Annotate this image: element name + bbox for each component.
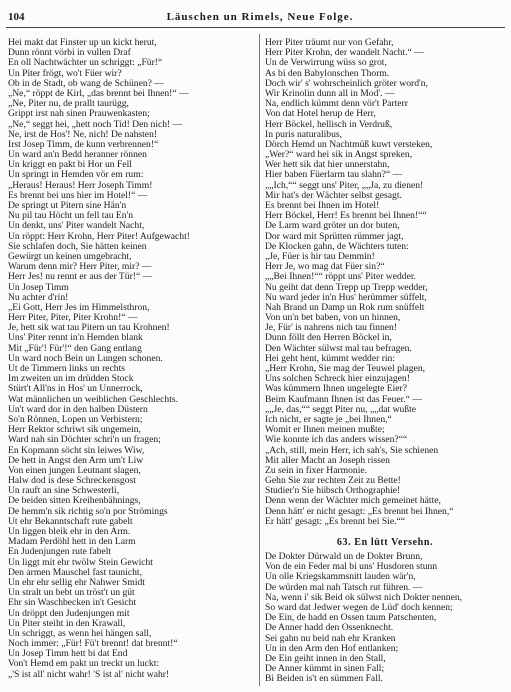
verse-line: Un röppt: Herr Krohn, Herr Piter! Aufgewacht! [8,231,190,242]
verse-line: Herr Piter, Piter, Piter Krohn!“ — [8,313,138,324]
right-verse-block [265,38,505,527]
verse-line: Im zweiten un im drüdden Stock [8,374,134,385]
verse-line: Studier'n Sie hübsch Orthographie! [265,486,401,497]
verse-line: Un Piter steiht in den Krawall, [8,618,126,629]
poem-line: Un olle Kriegskammsnitt lauden wär'n, [265,572,416,583]
verse-line: Nu ward jeder in'n Hus' herümmer süffelt, [265,292,427,303]
poem-line: Bi Beiden is't en sümmen Fall. [265,674,383,685]
verse-line: De springt ut Pitern sine Hän'n [8,201,127,211]
header-rule [6,27,505,28]
verse-line: Den Wächter sülwst mal tau befragen. [265,343,412,354]
verse-line: Nu pil tau Höcht un fell tau En'n [8,211,134,222]
verse-line: „Ne, Piter nu, de prallt taurügg, [8,99,129,110]
verse-line: De hemm'n sik richtig so'n por Strömings [8,506,168,517]
page-number: 104 [8,11,25,23]
verse-line: Grippt irst nah sinen Prauwenkasten; [8,109,150,120]
poem-line: De Ein geiht innen in den Stall, [265,653,386,664]
verse-line: Dunn föllt den Herren Böckel in, [265,333,392,344]
verse-line: Es brennt bei Ihnen im Hotel! [265,201,380,211]
verse-line: Wer hett sik dat hier unnerstahn, [265,160,390,171]
verse-line: So'n Rönnen, Lopen un Verbistern; [8,414,143,425]
verse-line: „Ach, still, mein Herr, ich sah's, Sie schienen [265,445,439,456]
verse-line: „„Ich,““ seggt uns' Piter, „„Ja, zu dienen! [265,180,424,191]
verse-line: „Ne,“ röppt de Kirl, „das brennt bei Ihnen!“ — [8,88,189,99]
verse-line: De Larm ward gröter un dor buten, [265,221,400,232]
verse-line: En oll Nachtwächter un schriggt: „Für!“ [8,58,163,69]
poem-line: De Ein, de hadd en Ossen taum Patschenten, [265,613,437,624]
verse-line: Un stralt un bebt un tröst't un güt [8,588,135,599]
verse-line: Je, Für' is nahrens nich tau finnen! [265,323,398,334]
poem-line: So ward dat Jedwer wegen de Lüd' doch kennen; [265,602,453,613]
verse-line: Beim Kaufmann Ihnen ist das Feuer.“ — [265,394,422,405]
poem-63-body [265,552,505,684]
verse-line: Un ward an'n Bedd heranner rönnen [8,150,147,161]
verse-line: Un't ward dor in den halben Düstern [8,404,148,415]
verse-line: Ob in de Stadt, ob wang de Schünen? — [8,78,164,89]
verse-line: Nah Brand un Damp un Rok rum snüffelt [265,302,425,313]
verse-line: „Ei Gott, Herr Jes im Himmelsthron, [8,302,150,313]
verse-line: Nu geiht dat denn Trepp up Trepp wedder, [265,282,428,293]
verse-line: Was kümmern Ihnen ungelegte Eier? [265,384,408,395]
verse-line: Halw dod is dese Schreckensgost [8,476,136,487]
verse-line: Ehr sin Waschbecken in't Gesicht [8,598,137,609]
verse-line: Mit aller Macht an Joseph rissen [265,455,390,466]
verse-line: Hier baben Füerlarm tau slahn?“ — [265,170,403,181]
verse-line: Un Josep Timm hett bi dat End [8,649,128,660]
verse-line: Ut de Timmern links un rechts [8,364,125,374]
verse-line: Herr Je, wo mag dat Füer sin?“ [265,262,385,273]
verse-line: Un Josep Timm [8,282,69,293]
verse-line: Un kriggt en pakt bi Hor un Fell [8,160,132,171]
verse-line: Dor ward mit Sprütten rümmer jagt, [265,231,404,242]
poem-line: Von de ein Feder mal bi uns' Husdoren stunn [265,562,438,573]
verse-line: Madam Perdöhl hett in den Larm [8,537,136,548]
verse-line: Stürt't All'ns in Hos' un Unnerrock, [8,384,143,395]
verse-line: Un Piter frögt, wo't Füer wir? [8,68,122,79]
verse-line: De hett in Angst den Arm um't Liw [8,455,144,466]
verse-line: Dörch Hemd un Nachtmüß kuwt versteken, [265,139,433,150]
poem-line: Sei gahn nu beid nah ehr Kranken [265,633,396,644]
verse-line: En Judenjungen rute fabelt [8,547,112,558]
verse-line: Denn hätt' er nicht gesagt: „Es brennt bei Ihnen,“ [265,506,454,517]
verse-line: Un denkt, uns' Piter wandelt Nacht, [8,221,145,232]
verse-line: Herr Böckel, Herr! Es brennt bei Ihnen!““ [265,211,427,222]
poem-line: De Anner kümmt in sinen Fall; [265,664,385,675]
poem-line: De Anner hadd den Ossenknecht. [265,623,394,634]
verse-line: Wir Krinolin dunn all in Mod'. — [265,88,395,99]
verse-line: Na, endlich kümmt denn vör't Parterr [265,99,408,110]
poem-line: Un in den Arm den Hof entlanken; [265,643,399,654]
verse-line: Gehn Sie zur rechten Zeit zu Bette! [265,476,401,487]
verse-line: De Klocken gahn, de Wächters tuten: [265,241,409,252]
verse-line: Noch immer: „Für! Fü't brennt! dat brennt!“ [8,639,178,650]
verse-line: Er hätt' gesagt: „Es brennt bei Sie.““ [265,516,405,527]
verse-line: Gewürgt un keinen umgebracht, [8,251,132,262]
verse-line: Hei geht hent, kümmt wedder rin: [265,353,396,364]
verse-line: Je, hett sik wat tau Pitern un tau Krohnen! [8,323,170,334]
verse-line: Von un'n bet baben, von un hinnen, [265,313,401,324]
verse-line: Ne, irst de Hos'! Ne, nich! De nahsten! [8,129,158,140]
verse-line: Herr Piter träumt nur von Gefahr, [265,38,394,48]
verse-line: Denn wenn der Wächter mich gemeinet hätte, [265,496,441,507]
verse-line: As bi den Babylonschen Thorm. [265,68,390,79]
verse-line: Dunn rönnt vörbi in vullen Draf [8,48,131,59]
right-text-column [265,38,505,684]
verse-line: Herr Jes! nu rennt er aus der Tür!“ — [8,272,153,283]
verse-line: Irst Josep Timm, de kunn verbrennen!“ [8,139,159,150]
verse-line: „„Je, das,““ seggt Piter nu, „„dat wußte [265,404,417,415]
verse-line: Warum denn mir? Herr Piter, mir? — [8,262,152,273]
verse-line: Den armen Mauschel fast taunicht, [8,567,142,578]
verse-line: „Ne,“ seggt hei, „hett noch Tid! Den nich! — [8,119,183,130]
verse-line: Sie schlafen doch, Sie hätten keinen [8,241,147,252]
verse-line: Herr Piter Krohn, der wandelt Nacht.“ — [265,48,424,59]
verse-line: Un de Verwirrung wüss so grot, [265,58,387,69]
verse-line: Zu sein in fixer Harmonie. [265,465,368,476]
verse-line: En Kopmann söcht sin leiwes Wiw, [8,445,145,456]
verse-line: Un schriggt, as wenn hei hängen sall, [8,628,152,639]
verse-line: Un springt in Hemden vör em rum: [8,170,144,181]
verse-line: Wie konnte ich das anders wissen?““ [265,435,408,446]
poem-line: Na, wenn i' sik Beid ok sülwst nich Dokter nennen, [265,592,463,603]
verse-line: Un liggt mit ehr twölw Stein Gewicht [8,557,153,568]
verse-line: Un liggen bleik ehr in den Arm. [8,527,131,537]
verse-line: Herr Rektor schriwt sik ungemein, [8,425,141,436]
verse-line: Mit „Für'! Für'!“ den Gang entlang [8,343,142,354]
verse-line: „Je, Füer is hir tau Demmin! [265,251,375,262]
verse-line: Nu achter d'rin! [8,292,69,303]
verse-line: Von't Hemd em pakt un treckt un luckt: [8,659,160,670]
verse-line: Un rauft an sine Schwesterli, [8,486,120,497]
verse-line: De beiden sitten Kreihenbähnings, [8,496,141,507]
verse-line: Uns solchen Schreck hier einzujagen! [265,374,410,385]
verse-line: Un dröppt den Judenjungen mit [8,608,130,619]
poem-line: De würden mal nah Tatsch rut führen. — [265,582,423,593]
verse-line: Ich nicht, er sagte je „bei Ihnen,“ [265,414,392,425]
verse-line: Von dat Hotel herup de Herr, [265,109,376,120]
verse-line: Hei makt dat Finster up un kickt herut, [8,38,157,48]
column-divider [259,34,260,686]
verse-line: „'S ist all' nicht wahr! 'S ist al' nicht wahr! [8,669,170,680]
running-title: Läuschen un Rimels, Neue Folge. [166,11,354,23]
verse-line: „Herr Krohn, Sie mag der Teuwel plagen, [265,364,426,374]
verse-line: „Wer?“ ward hei sik in Angst spreken, [265,150,413,161]
verse-line: In puris naturalibus, [265,129,343,140]
verse-line: Von einen jungen Leutnant slagen, [8,465,141,476]
verse-line: Uns' Piter rennt in'n Hemden blank [8,333,143,344]
left-text-column [8,38,255,680]
verse-line: Wat männlichen un weiblichen Geschlechts. [8,394,178,405]
verse-line: Ward nah sin Döchter schri'n un fragen; [8,435,161,446]
verse-line: Doch wir' s' wohrscheinlich gröter word'n, [265,78,428,89]
verse-line: Es brennt bei uns hier im Hotel!“ — [8,190,148,201]
verse-line: „„Bei Ihnen!““ röppt uns' Piter wedder. [265,272,416,283]
poem-heading: 63. En lütt Versehn. [336,537,434,548]
verse-line: Ut ehr Bekanntschaft rute gabelt [8,516,133,527]
poem-line: De Dokter Dürwald un de Dokter Brunn, [265,552,423,562]
verse-line: Un ward noch Bein un Lungen schonen. [8,353,163,364]
verse-line: Mir hat's der Wächter selbst gesagt. [265,190,402,201]
verse-line: Un ehr ehr sellig ehr Nahwer Smidt [8,577,145,588]
verse-line: Herr Böckel, hellisch in Verdruß, [265,119,393,130]
verse-line: „Heraus! Heraus! Herr Joseph Timm! [8,180,153,191]
verse-line: Womit er Ihnen meinen mußte; [265,425,385,436]
